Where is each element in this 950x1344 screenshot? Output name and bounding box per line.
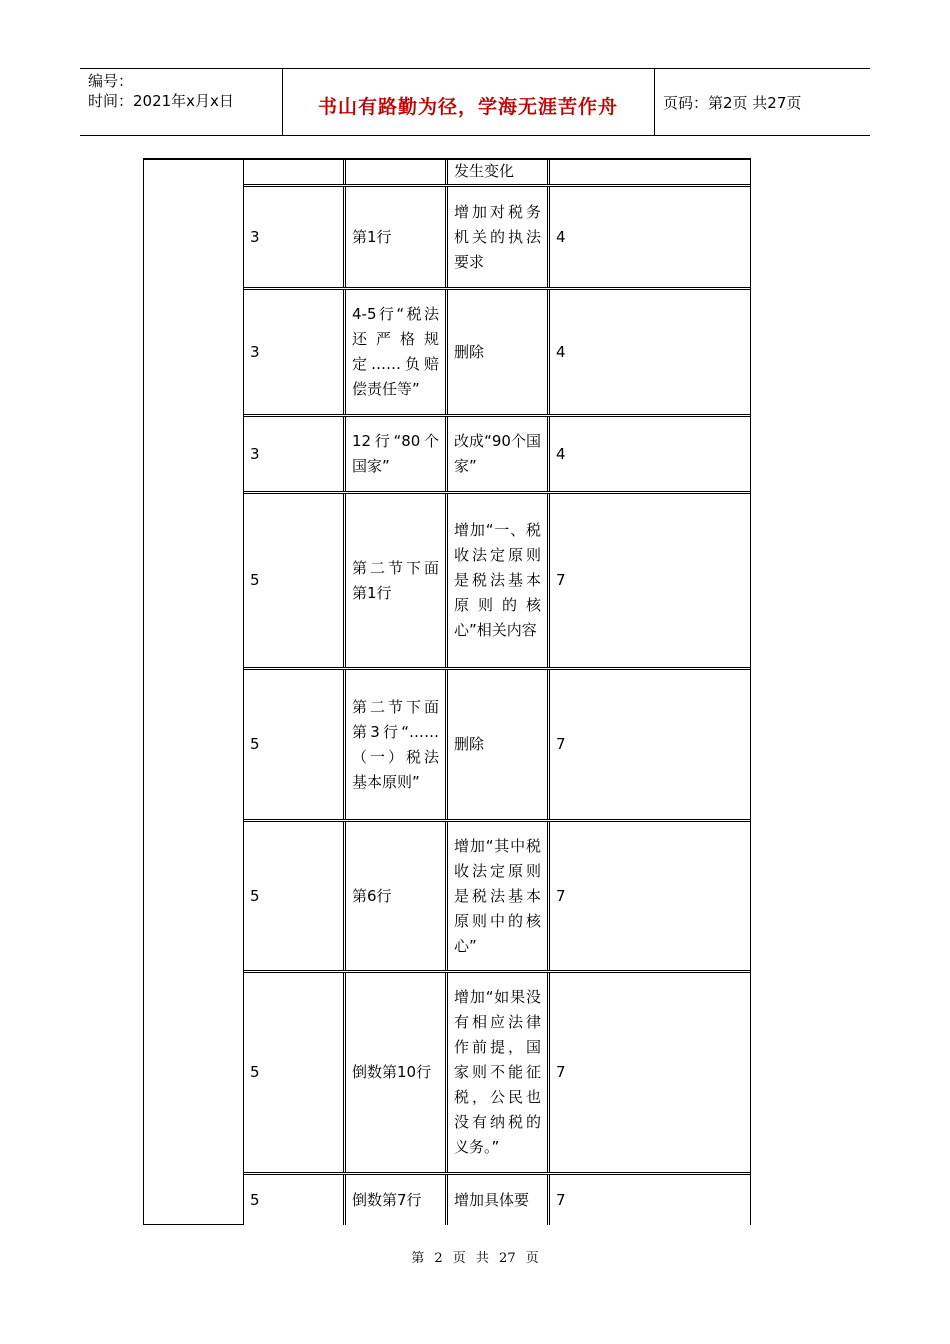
table-merged-column-base [143,1224,244,1225]
cell-page: 5 [244,822,346,970]
header-separator-right [654,68,655,135]
table-row [244,494,751,670]
header-bottom-rule [80,135,870,136]
table-row [244,822,751,973]
cell-location: 倒数第7行 [346,1175,448,1225]
cell-new-page: 4 [556,342,566,361]
cell-location: 第6行 [346,822,448,970]
cell-new-page: 7 [556,571,566,589]
cell-page: 5 [244,670,346,819]
header-motto: 书山有路勤为径，学海无涯苦作舟 [317,96,618,118]
table-row [244,1175,751,1225]
cell-change: 增加对税务机关的执法要求 [448,187,550,287]
cell-location: 第1行 [346,187,448,287]
table-row [244,417,751,494]
table-row [244,290,751,417]
table-row [244,187,751,290]
cell-new-page: 7 [556,1063,566,1081]
cell-new-page: 4 [556,444,566,463]
doc-number-label: 编号： [88,72,134,90]
cell-page: 3 [244,417,346,491]
cell-page: 3 [244,187,346,287]
header-page-number: 页码：第2页 共27页 [663,94,802,112]
cell-change: 发生变化 [448,158,550,184]
doc-time-label: 时间：2021年x月x日 [88,92,234,110]
cell-new-page: 7 [556,1190,566,1209]
cell-change: 增加“一、税收法定原则是税法基本原则的核心”相关内容 [448,494,550,667]
cell-change: 删除 [448,290,550,414]
cell-page: 5 [244,494,346,667]
cell-new-page: 4 [556,227,566,246]
header-top-rule [80,68,870,69]
cell-location: 第二节下面第1行 [346,494,448,667]
revision-table [143,158,751,1225]
cell-location [346,158,448,184]
header-meta [88,71,234,111]
cell-change: 删除 [448,670,550,819]
cell-change: 增加具体要 [448,1175,550,1225]
table-row [244,973,751,1175]
cell-page: 3 [244,290,346,414]
cell-new-page: 7 [556,735,566,753]
footer-page-number: 第 2 页 共 27 页 [411,1251,539,1266]
cell-location: 倒数第10行 [346,973,448,1172]
table-row [244,158,751,187]
cell-page: 5 [244,1175,346,1225]
cell-page: 5 [244,973,346,1172]
cell-change: 增加“其中税收法定原则是税法基本原则中的核心” [448,822,550,970]
cell-page [244,158,346,184]
cell-change: 增加“如果没有相应法律作前提，国家则不能征税，公民也没有纳税的义务。” [448,973,550,1172]
cell-change: 改成“90个国家” [448,417,550,491]
cell-new-page: 7 [556,886,566,905]
cell-location: 第二节下面第3行“……（一）税法基本原则” [346,670,448,819]
cell-location: 12行“80个国家” [346,417,448,491]
table-row [244,670,751,822]
cell-location: 4-5行“税法还严格规定……负赔偿责任等” [346,290,448,414]
table-merged-column [143,158,244,1225]
cell-new-page [550,158,751,184]
